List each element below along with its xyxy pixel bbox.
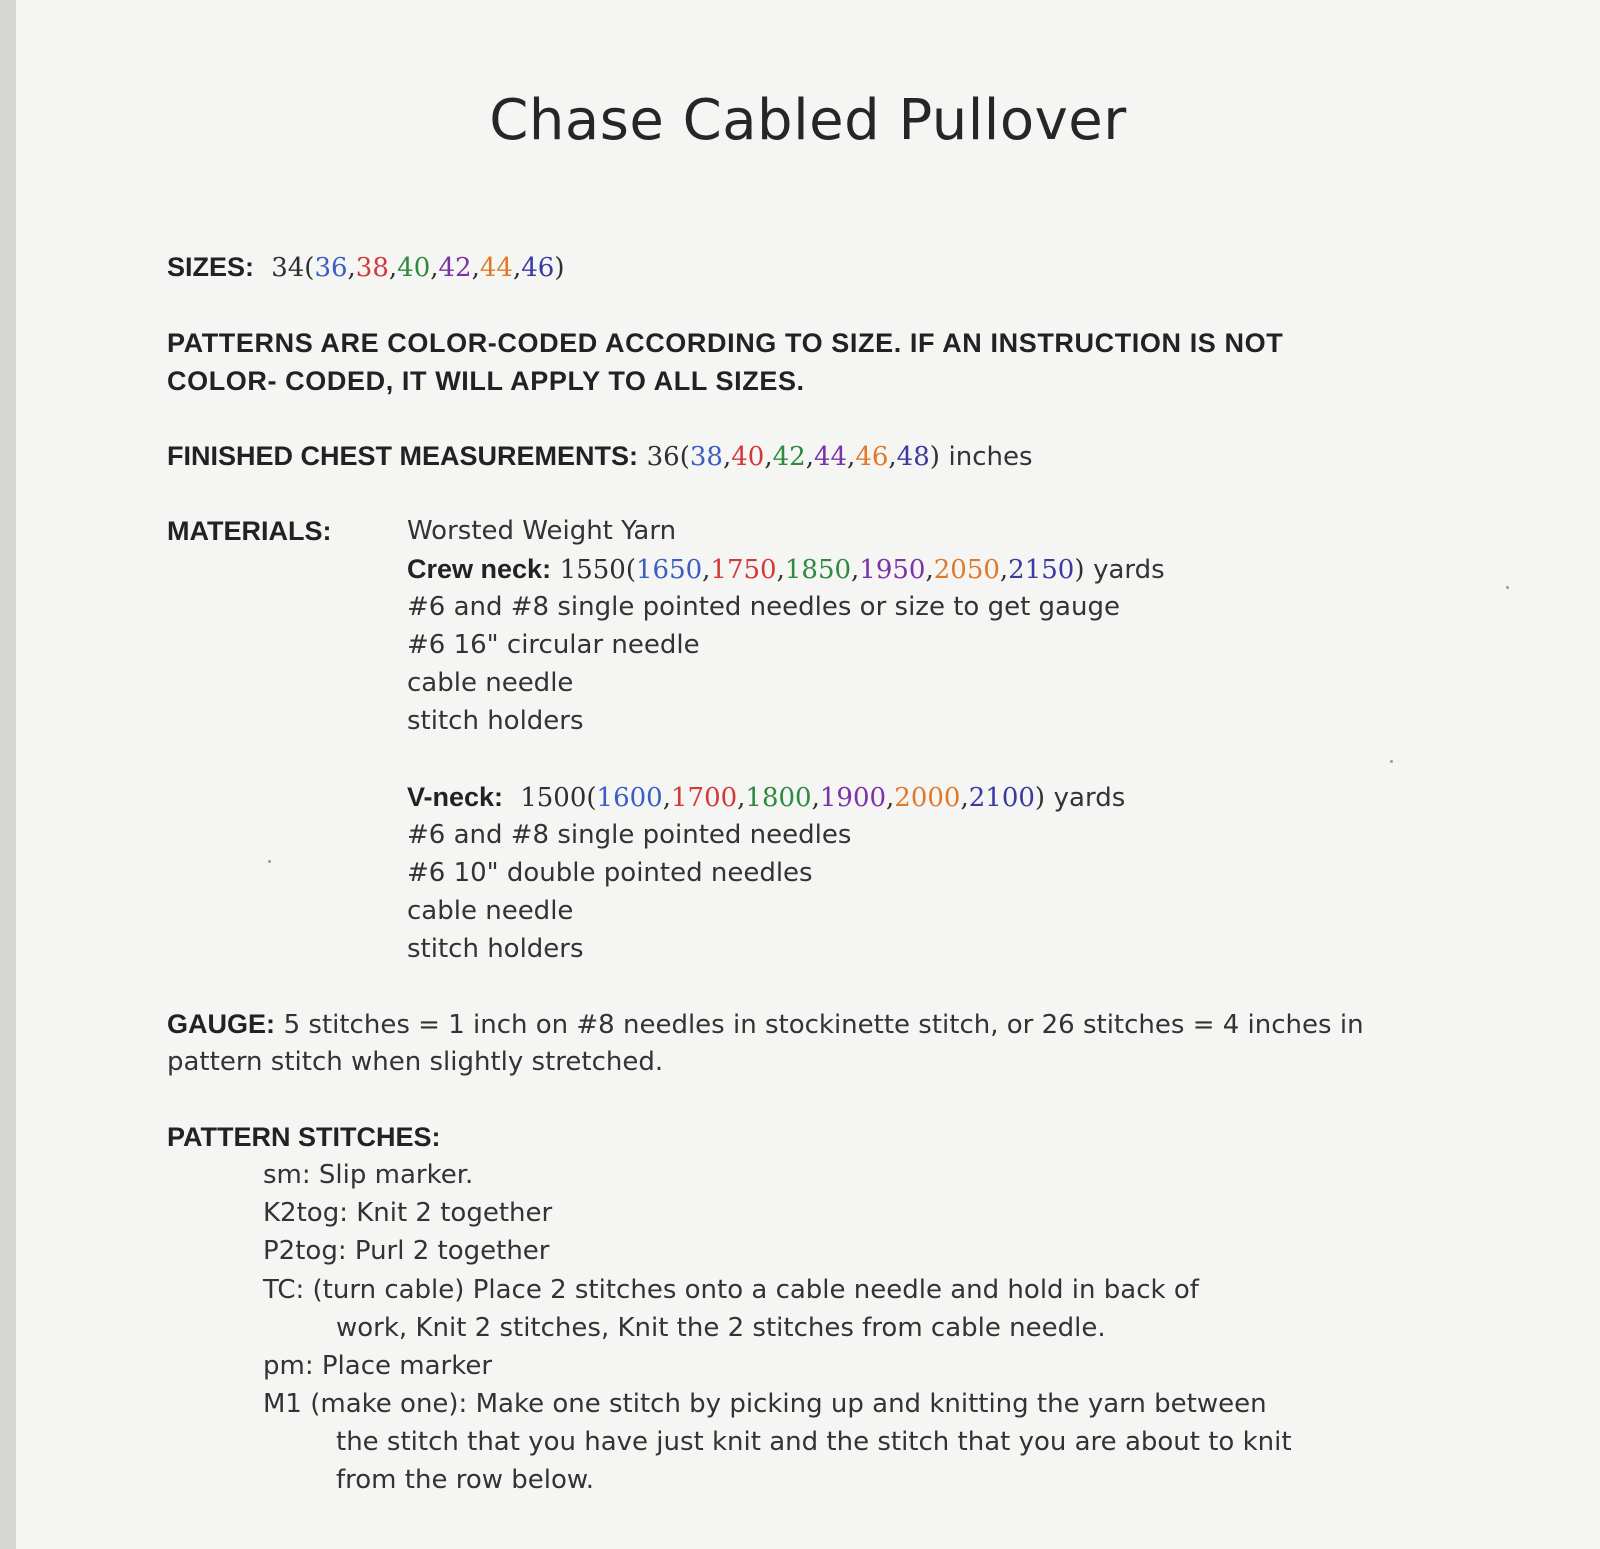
chest-unit: inches [948, 442, 1033, 472]
crew-item: #6 16" circular needle [407, 630, 700, 660]
size-value: 1650 [635, 555, 703, 585]
vneck-item: cable needle [407, 896, 574, 926]
size-value: 38 [355, 253, 389, 283]
size-value: 36 [646, 442, 680, 472]
v-neck-yardage: 1500(1600,1700,1800,1900,2000,2100) [520, 783, 1046, 813]
crew-neck-label: Crew neck: [407, 554, 552, 584]
materials-yarn: Worsted Weight Yarn [407, 516, 677, 546]
materials-label: MATERIALS: [167, 516, 332, 546]
size-value: 48 [896, 442, 930, 472]
pattern-stitches-label: PATTERN STITCHES: [167, 1122, 441, 1152]
chest-measurements-line [167, 441, 1033, 472]
size-value: 1800 [745, 783, 812, 813]
crew-neck-unit: yards [1093, 555, 1165, 585]
stitch-tc-line-2: work, Knit 2 stitches, Knit the 2 stitches from cable needle. [336, 1313, 1106, 1343]
crew-item: stitch holders [407, 706, 584, 736]
size-value: 46 [855, 442, 889, 472]
sizes-values: 34(36,38,40,42,44,46) [271, 253, 565, 283]
gauge-text: 5 stitches = 1 inch on #8 needles in stockinette stitch, or 26 stitches = 4 inches in [283, 1010, 1364, 1040]
stitch-m1-line-1: M1 (make one): Make one stitch by picking up and knitting the yarn between [263, 1389, 1267, 1419]
size-value: 38 [689, 442, 723, 472]
stitch-tc-line-1: TC: (turn cable) Place 2 stitches onto a cable needle and hold in back of [263, 1275, 1199, 1305]
size-value: 40 [397, 253, 431, 283]
size-value: 34 [271, 253, 305, 283]
crew-neck-line [407, 554, 1165, 585]
size-value: 1950 [859, 555, 926, 585]
chest-values: 36(38,40,42,44,46,48) [646, 442, 940, 472]
size-value: 44 [479, 253, 513, 283]
size-value: 1750 [710, 555, 777, 585]
stitch-p2tog: P2tog: Purl 2 together [263, 1236, 550, 1266]
v-neck-label: V-neck: [407, 782, 504, 812]
size-value: 42 [438, 253, 472, 283]
size-value: 2150 [1008, 555, 1075, 585]
size-value: 36 [314, 253, 348, 283]
stitch-pm: pm: Place marker [263, 1351, 493, 1381]
scan-speck [1506, 586, 1509, 589]
page-title: Chase Cabled Pullover [489, 88, 1127, 153]
stitch-m1-line-3: from the row below. [336, 1465, 595, 1495]
sizes-line [167, 252, 564, 283]
size-value: 1700 [670, 783, 738, 813]
size-value: 1500 [520, 783, 587, 813]
crew-item: #6 and #8 single pointed needles or size to get gauge [407, 592, 1120, 622]
gauge-label: GAUGE: [167, 1009, 275, 1039]
size-value: 1900 [819, 783, 887, 813]
size-value: 42 [772, 442, 806, 472]
color-code-notice-line-2: COLOR- CODED, IT WILL APPLY TO ALL SIZES. [167, 366, 805, 396]
size-value: 2100 [968, 783, 1035, 813]
v-neck-unit: yards [1053, 783, 1126, 813]
size-value: 2000 [894, 783, 961, 813]
stitch-sm: sm: Slip marker. [263, 1160, 474, 1190]
scan-speck [1390, 760, 1393, 763]
stitch-k2tog: K2tog: Knit 2 together [263, 1198, 553, 1228]
gauge-line-1 [167, 1009, 1364, 1040]
vneck-item: stitch holders [407, 934, 584, 964]
scan-speck [268, 860, 271, 863]
size-value: 44 [813, 442, 848, 472]
vneck-item: #6 10" double pointed needles [407, 858, 813, 888]
gauge-line-2: pattern stitch when slightly stretched. [167, 1047, 664, 1077]
sizes-label: SIZES: [167, 252, 255, 282]
size-value: 2050 [933, 555, 1000, 585]
crew-item: cable needle [407, 668, 574, 698]
crew-neck-yardage: 1550(1650,1750,1850,1950,2050,2150) [559, 555, 1085, 585]
stitch-m1-line-2: the stitch that you have just knit and the stitch that you are about to knit [336, 1427, 1292, 1457]
pattern-page [16, 0, 1600, 1549]
color-code-notice-line-1: PATTERNS ARE COLOR-CODED ACCORDING TO SIZE. IF AN INSTRUCTION IS NOT [167, 328, 1284, 358]
size-value: 46 [521, 253, 555, 283]
size-value: 1850 [784, 555, 852, 585]
size-value: 40 [731, 442, 765, 472]
size-value: 1600 [596, 783, 663, 813]
vneck-item: #6 and #8 single pointed needles [407, 820, 852, 850]
v-neck-line [407, 782, 1125, 813]
size-value: 1550 [559, 555, 626, 585]
chest-label: FINISHED CHEST MEASUREMENTS: [167, 441, 639, 471]
